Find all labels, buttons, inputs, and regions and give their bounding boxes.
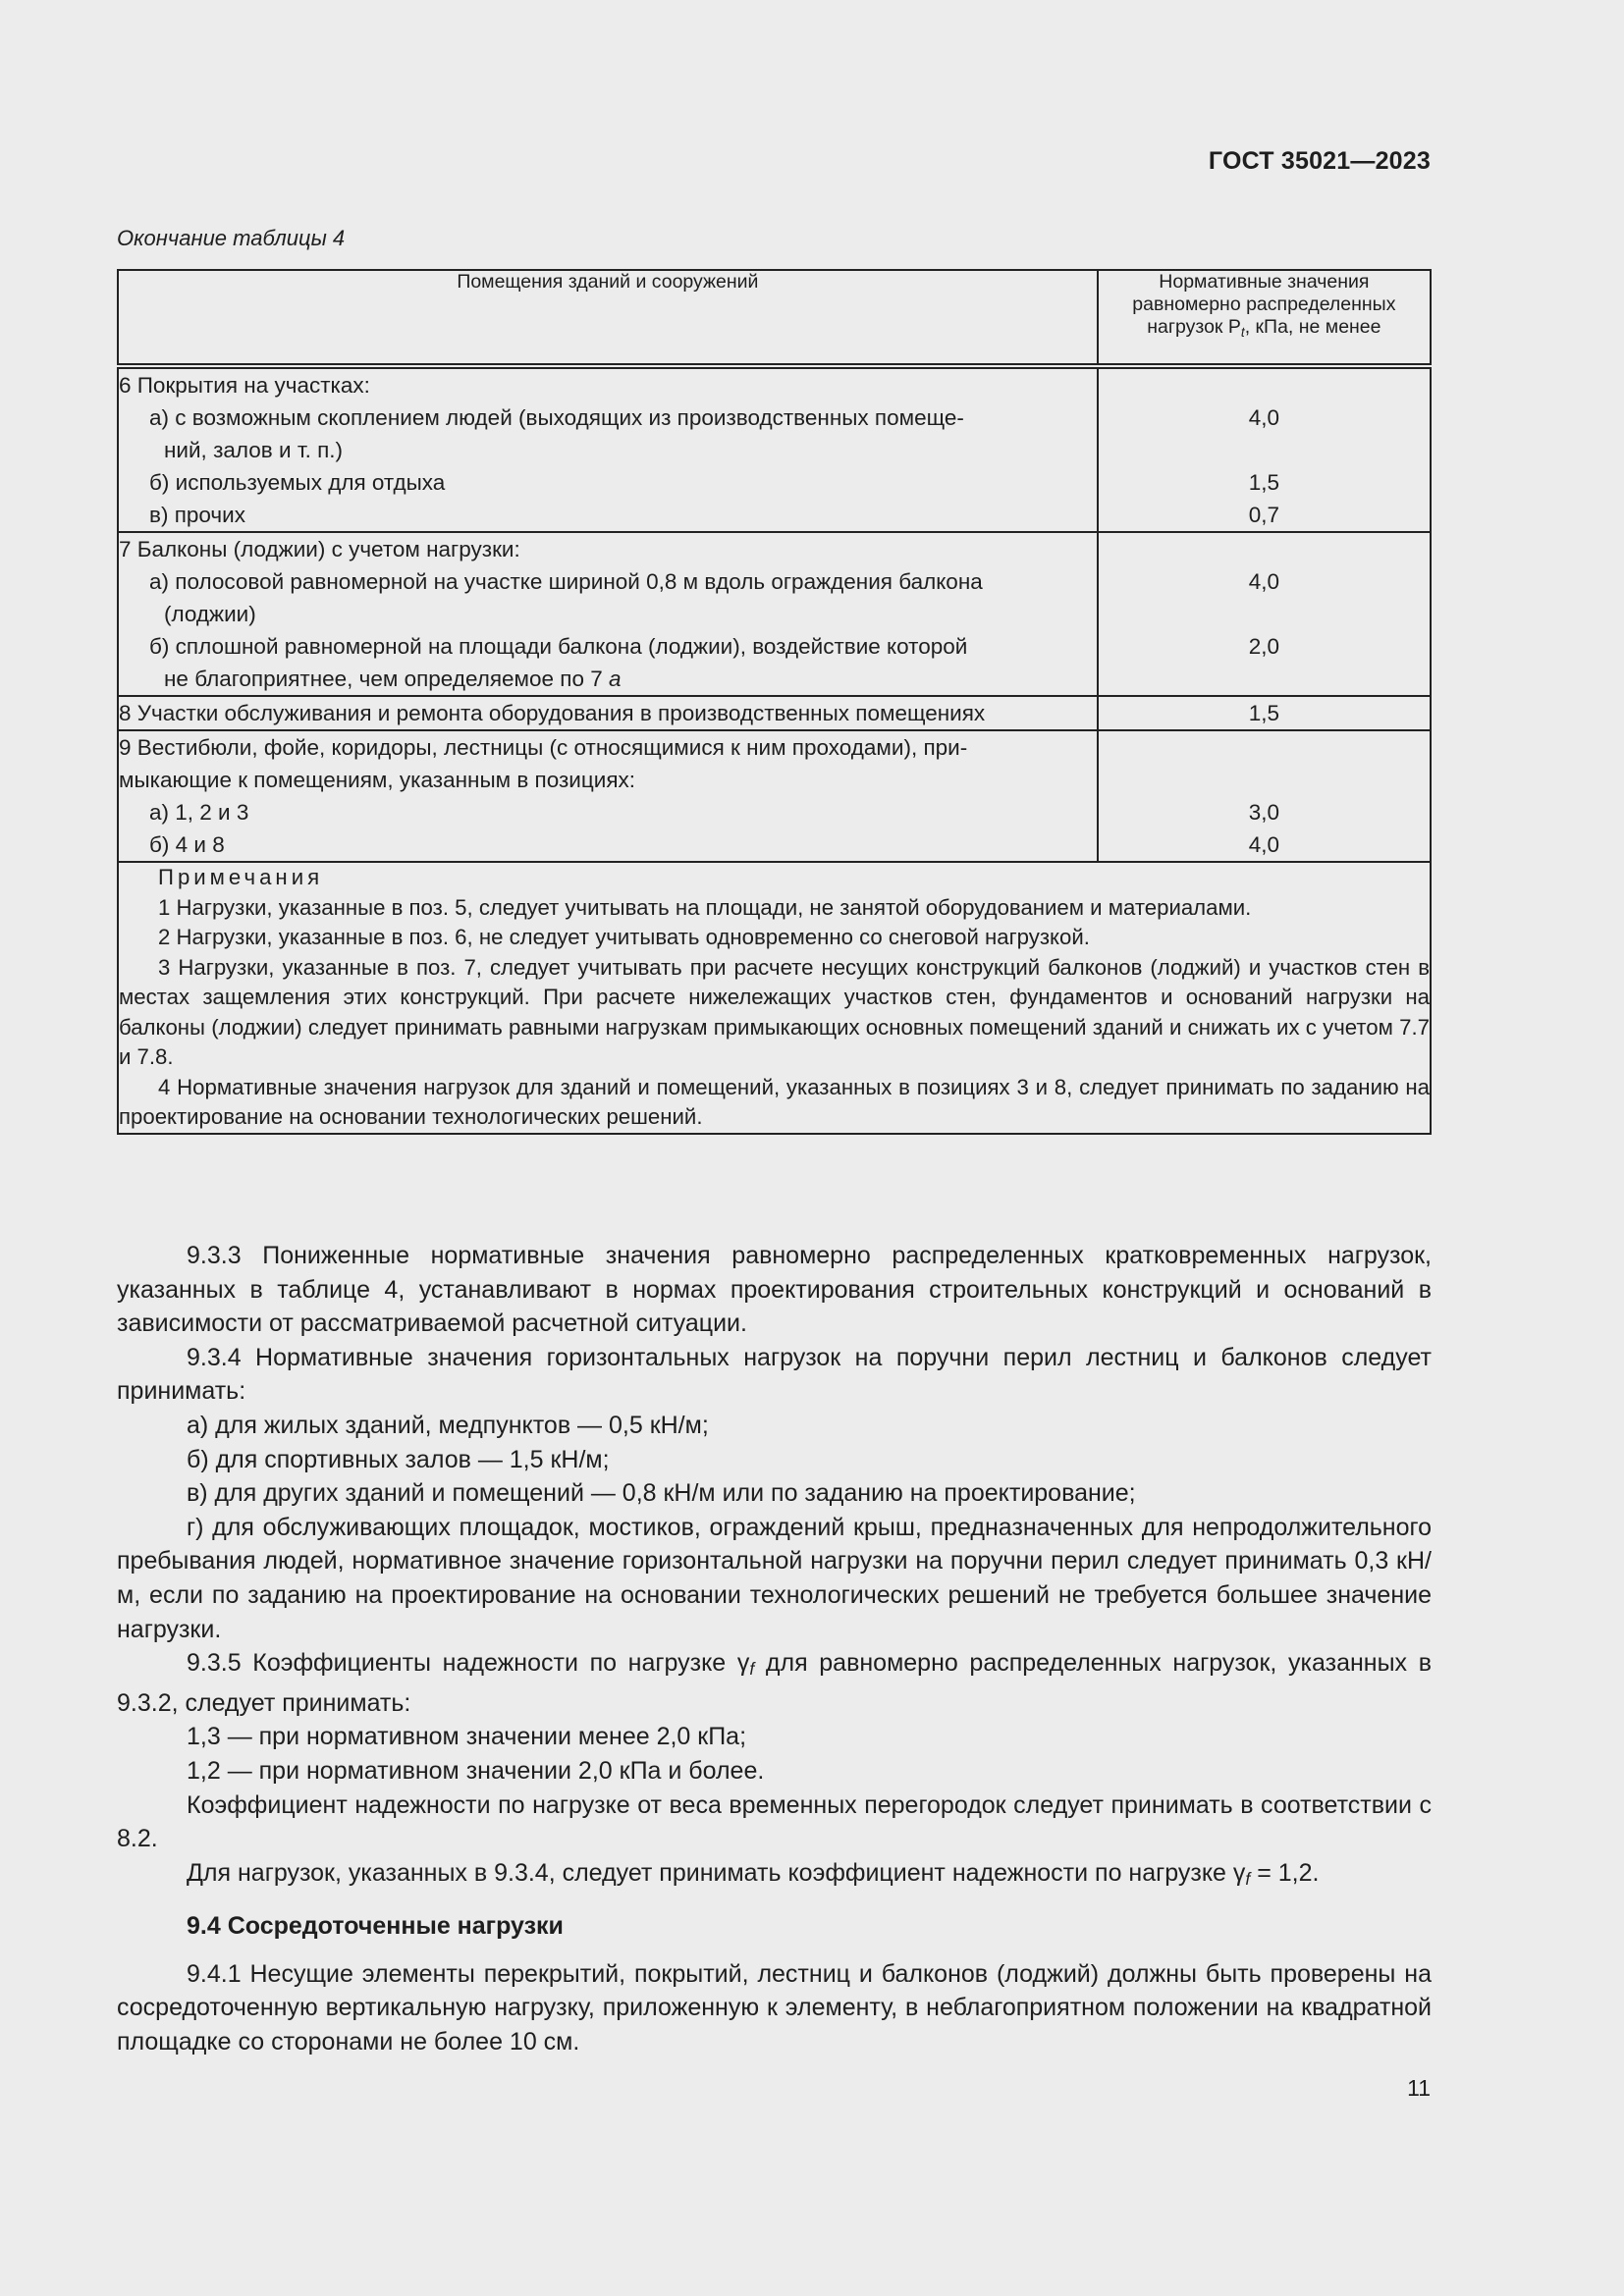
table-row <box>118 532 1431 696</box>
list-item: 1,3 — при нормативном значении менее 2,0 кПа; <box>187 1723 747 1751</box>
row-description: 6 Покрытия на участках: а) с возможным скоплением людей (выходящих из производственных помеще- ний, залов и т. п.) б) используемых для отдыха в) прочих <box>118 366 1098 532</box>
paragraph-9-3-3: 9.3.3 Пониженные нормативные значения равномерно распределенных кратковременных нагрузок, указанных в таблице 4, устанавливают в нормах проектирования строительных конструкций и оснований в зависимости от рассматриваемой расчетной ситуации. <box>117 1242 1432 1338</box>
header-line: нагрузок $P_t$, кПа, не менее <box>1147 316 1381 340</box>
table-row <box>118 730 1431 862</box>
paragraph-9-3-5: 9.3.5 Коэффициенты надежности по нагрузке $\gamma_f$ для равномерно распределенных нагрузок, указанных в 9.3.2, следует принимать: <box>117 1649 1432 1717</box>
list-item: г) для обслуживающих площадок, мостиков, ограждений крыш, предназначенных для непродолжительного пребывания людей, нормативное значение горизонтальной нагрузки на поручни перил следует принимать 0,3 кН/м, если по заданию на проектирование на основании технологических решений не требуется большее значение нагрузки. <box>117 1513 1432 1643</box>
load-table <box>117 269 1432 1135</box>
row-description: 8 Участки обслуживания и ремонта оборудования в производственных помещениях <box>118 696 1098 730</box>
table-notes <box>118 862 1431 1134</box>
row-values: 1,5 <box>1098 696 1431 730</box>
column-header-load-values <box>1098 270 1431 366</box>
row-values: 4,0 2,0 <box>1098 532 1431 696</box>
list-item: 1,2 — при нормативном значении 2,0 кПа и более. <box>187 1756 765 1785</box>
list-item: б) для спортивных залов — 1,5 кН/м; <box>187 1445 610 1473</box>
table-row <box>118 696 1431 730</box>
table-header-row <box>118 270 1431 366</box>
table-row <box>118 366 1431 532</box>
note-item: 1 Нагрузки, указанные в поз. 5, следует учитывать на площади, не занятой оборудованием и материалами. <box>158 894 1252 920</box>
notes-title: Примечания <box>158 865 324 889</box>
header-line: равномерно распределенных <box>1132 294 1396 315</box>
row-values: 4,0 1,5 0,7 <box>1098 366 1431 532</box>
paragraph-9-4-1: 9.4.1 Несущие элементы перекрытий, покрытий, лестниц и балконов (лоджий) должны быть проверены на сосредоточенную вертикальную нагрузку, приложенную к элементу, в неблагоприятном положении на квадратной площадке со сторонами не более 10 см. <box>117 1959 1432 2056</box>
row-description: 7 Балконы (лоджии) с учетом нагрузки: а) полосовой равномерной на участке шириной 0,8 м вдоль ограждения балкона (лоджии) б) сплошной равномерной на площади балкона (лоджии), воздействие которой не благоприятнее, чем определяемое по 7 а <box>118 532 1098 696</box>
paragraph-partitions: Коэффициент надежности по нагрузке от веса временных перегородок следует принимать в соответствии с 8.2. <box>117 1790 1432 1853</box>
paragraph-rails-coefficient: Для нагрузок, указанных в 9.3.4, следует принимать коэффициент надежности по нагрузке $\gamma_f = 1,2$. <box>187 1858 1320 1889</box>
note-item: 2 Нагрузки, указанные в поз. 6, не следует учитывать одновременно со снеговой нагрузкой. <box>158 925 1090 949</box>
row-values: 3,0 4,0 <box>1098 730 1431 862</box>
table-notes-row <box>118 862 1431 1134</box>
note-item: 4 Нормативные значения нагрузок для зданий и помещений, указанных в позициях 3 и 8, следует принимать по заданию на проектирование на основании технологических решений. <box>119 1074 1430 1129</box>
header-line: Нормативные значения <box>1159 271 1370 293</box>
note-item: 3 Нагрузки, указанные в поз. 7, следует учитывать при расчете несущих конструкций балконов (лоджий) и участков стен в местах защемления этих конструкций. При расчете нижележащих участков стен, фундаментов и оснований нагрузки на балконы (лоджии) следует принимать равными нагрузкам примыкающих основных помещений зданий и снижать их с учетом 7.7 и 7.8. <box>119 954 1430 1069</box>
section-heading-9-4: 9.4 Сосредоточенные нагрузки <box>187 1912 564 1941</box>
column-header-premises: Помещения зданий и сооружений <box>118 270 1098 366</box>
body-text <box>117 1239 1432 2059</box>
list-item: а) для жилых зданий, медпунктов — 0,5 кН/м; <box>187 1411 709 1439</box>
page-number: 11 <box>1407 2075 1431 2101</box>
list-item: в) для других зданий и помещений — 0,8 кН/м или по заданию на проектирование; <box>187 1479 1136 1508</box>
row-description: 9 Вестибюли, фойе, коридоры, лестницы (с относящимися к ним проходами), при- мыкающие к помещениям, указанным в позициях: а) 1, 2 и 3 б) 4 и 8 <box>118 730 1098 862</box>
table-caption: Окончание таблицы 4 <box>117 226 346 250</box>
paragraph-9-3-4: 9.3.4 Нормативные значения горизонтальных нагрузок на поручни перил лестниц и балконов следует принимать: <box>117 1343 1432 1406</box>
document-code: ГОСТ 35021—2023 <box>1208 147 1431 175</box>
